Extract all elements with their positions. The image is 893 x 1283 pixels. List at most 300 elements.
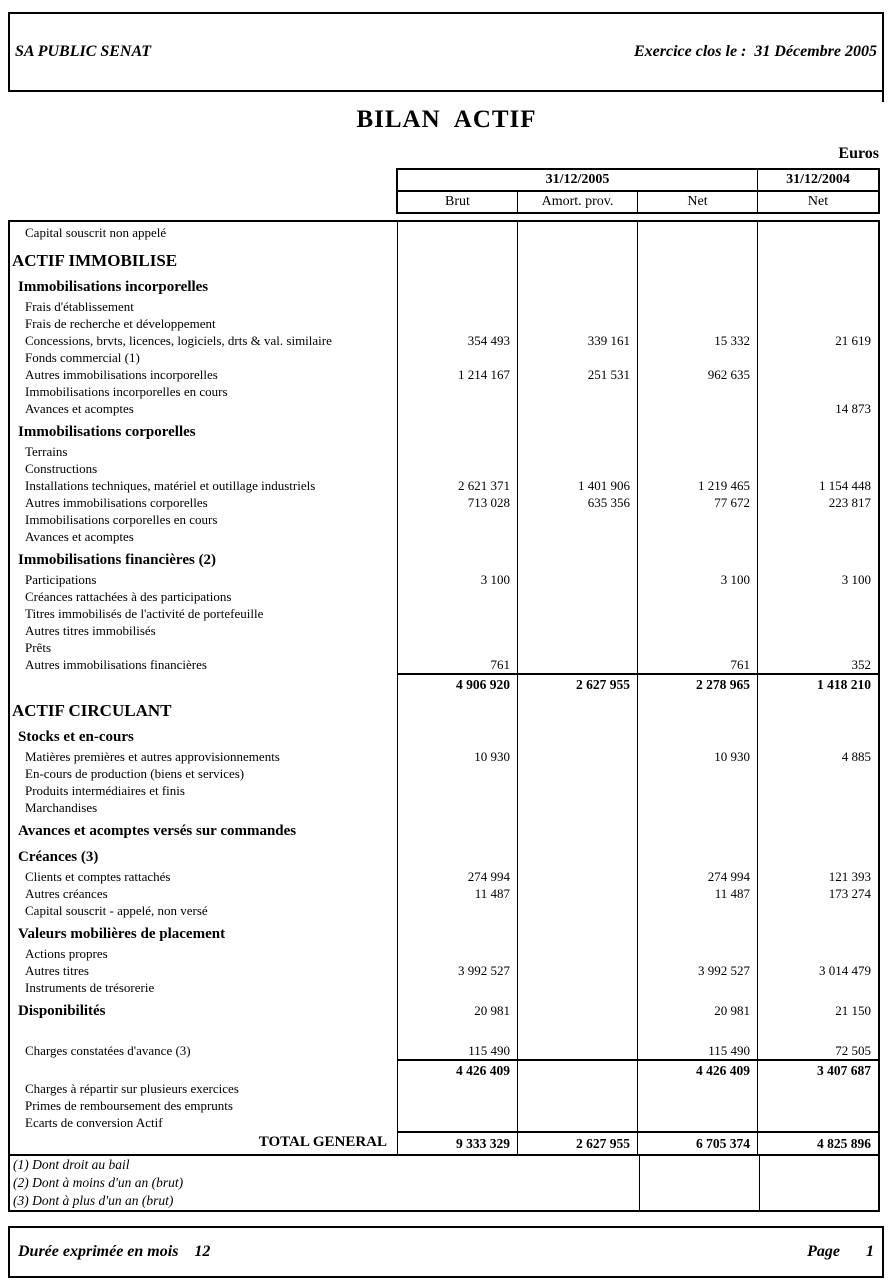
cell-brut: 11 487	[398, 885, 518, 902]
cell-net	[638, 244, 758, 272]
cell-brut	[398, 588, 518, 605]
row-label: ACTIF IMMOBILISE	[10, 244, 398, 272]
cell-net_prev	[758, 722, 878, 748]
row-label: Frais d'établissement	[10, 298, 398, 315]
cell-net_prev	[758, 298, 878, 315]
cell-net	[638, 400, 758, 417]
cell-net	[638, 1022, 758, 1042]
cell-net_prev	[758, 1097, 878, 1114]
cell-net_prev	[758, 528, 878, 545]
cell-net_prev	[758, 816, 878, 842]
table-row	[10, 400, 878, 417]
cell-net_prev	[758, 272, 878, 298]
cell-net	[638, 545, 758, 571]
table-row	[10, 222, 878, 244]
table-row	[10, 332, 878, 349]
table-row	[10, 979, 878, 996]
row-label: Prêts	[10, 639, 398, 656]
column-header-year-current: 31/12/2005	[398, 170, 758, 190]
table-row	[10, 511, 878, 528]
row-label: Constructions	[10, 460, 398, 477]
row-label: Frais de recherche et développement	[10, 315, 398, 332]
column-header-year-previous: 31/12/2004	[786, 172, 850, 187]
cell-net: 15 332	[638, 332, 758, 349]
table-row	[10, 1059, 878, 1080]
table-row	[10, 315, 878, 332]
cell-amort	[518, 799, 638, 816]
table-row	[10, 842, 878, 868]
cell-brut	[398, 979, 518, 996]
cell-net_prev: 1 154 448	[819, 477, 871, 493]
page-label: Page	[807, 1243, 840, 1260]
cell-net_prev	[758, 315, 878, 332]
cell-amort	[518, 1042, 638, 1059]
cell-brut: 713 028	[398, 494, 518, 511]
cell-amort	[518, 383, 638, 400]
cell-net	[638, 605, 758, 622]
cell-net	[638, 528, 758, 545]
table-row	[10, 919, 878, 945]
cell-brut: 274 994	[398, 868, 518, 885]
cell-net	[638, 979, 758, 996]
cell-brut	[398, 298, 518, 315]
cell-brut	[398, 272, 518, 298]
row-label	[10, 1059, 398, 1080]
row-label: Matières premières et autres approvisionnements	[10, 748, 398, 765]
row-label: Autres créances	[10, 885, 398, 902]
table-row	[10, 748, 878, 765]
footnote-row	[10, 1192, 878, 1210]
cell-net	[638, 315, 758, 332]
row-label: En-cours de production (biens et services)	[10, 765, 398, 782]
cell-amort	[518, 1097, 638, 1114]
cell-amort	[518, 748, 638, 765]
table-row	[10, 272, 878, 298]
cell-brut	[398, 383, 518, 400]
cell-brut	[398, 694, 518, 722]
cell-amort	[518, 349, 638, 366]
cell-net: 11 487	[638, 885, 758, 902]
table-row	[10, 528, 878, 545]
cell-brut	[398, 244, 518, 272]
column-headers	[396, 168, 880, 214]
cell-amort	[518, 996, 638, 1022]
table-row	[10, 816, 878, 842]
table-row	[10, 349, 878, 366]
cell-amort	[518, 222, 638, 244]
cell-net	[638, 272, 758, 298]
cell-net_prev: 3 407 687	[758, 1059, 878, 1080]
cell-brut	[398, 842, 518, 868]
cell-net	[638, 816, 758, 842]
table-row	[10, 366, 878, 383]
row-label: Immobilisations incorporelles	[10, 272, 398, 298]
footer-box	[8, 1226, 884, 1278]
table-row	[10, 460, 878, 477]
cell-brut	[398, 1097, 518, 1114]
cell-net_prev	[758, 979, 878, 996]
table-row	[10, 656, 878, 673]
cell-brut	[398, 782, 518, 799]
cell-net	[638, 799, 758, 816]
cell-net	[638, 417, 758, 443]
row-label: Disponibilités	[10, 996, 398, 1022]
cell-amort	[518, 1059, 638, 1080]
table-row	[10, 694, 878, 722]
cell-amort	[518, 902, 638, 919]
cell-brut: 3 992 527	[398, 962, 518, 979]
cell-net_prev	[758, 1022, 878, 1042]
row-label: Ecarts de conversion Actif	[10, 1114, 398, 1131]
table-row	[10, 885, 878, 902]
cell-brut	[398, 765, 518, 782]
cell-brut	[398, 722, 518, 748]
cell-brut: 3 100	[398, 571, 518, 588]
footnote-cell-net-prev	[760, 1174, 878, 1192]
row-label: Participations	[10, 571, 398, 588]
table-row	[10, 868, 878, 885]
cell-net_prev: 352	[851, 656, 871, 672]
row-label: Instruments de trésorerie	[10, 979, 398, 996]
footnote-row	[10, 1174, 878, 1192]
cell-net_prev	[758, 545, 878, 571]
cell-brut: 1 214 167	[398, 366, 518, 383]
row-label: Terrains	[10, 443, 398, 460]
cell-net_prev	[758, 902, 878, 919]
footnote-text: (3) Dont à plus d'un an (brut)	[10, 1192, 640, 1210]
cell-amort: 2 627 955	[518, 673, 638, 694]
cell-net_prev	[758, 605, 878, 622]
row-label: ACTIF CIRCULANT	[10, 694, 398, 722]
cell-net	[638, 1097, 758, 1114]
cell-amort	[518, 244, 638, 272]
column-header-amort-prov: Amort. prov.	[518, 192, 638, 212]
table-row	[10, 1114, 878, 1131]
row-label: Avances et acomptes	[10, 528, 398, 545]
cell-net: 3 100	[638, 571, 758, 588]
cell-brut: 10 930	[398, 748, 518, 765]
row-label: Autres titres immobilisés	[10, 622, 398, 639]
table-row	[10, 588, 878, 605]
cell-amort	[518, 962, 638, 979]
cell-net_prev: 4 825 896	[758, 1131, 878, 1154]
cell-net	[638, 782, 758, 799]
cell-amort	[518, 571, 638, 588]
cell-amort	[518, 639, 638, 656]
footer-duration	[18, 1243, 210, 1261]
cell-net	[638, 460, 758, 477]
table-row	[10, 996, 878, 1022]
cell-amort	[518, 622, 638, 639]
row-label: Marchandises	[10, 799, 398, 816]
table-row	[10, 722, 878, 748]
table-row	[10, 1097, 878, 1114]
cell-net	[638, 511, 758, 528]
cell-amort	[518, 945, 638, 962]
row-label: Créances rattachées à des participations	[10, 588, 398, 605]
row-label: Valeurs mobilières de placement	[10, 919, 398, 945]
cell-net: 4 426 409	[638, 1059, 758, 1080]
cell-net_prev: 121 393	[828, 868, 871, 884]
cell-net: 3 992 527	[638, 962, 758, 979]
row-label: Avances et acomptes versés sur commandes	[10, 816, 398, 842]
cell-net_prev	[758, 842, 878, 868]
cell-amort: 2 627 955	[518, 1131, 638, 1154]
cell-brut	[398, 417, 518, 443]
row-label: Charges à répartir sur plusieurs exercices	[10, 1080, 398, 1097]
cell-net	[638, 588, 758, 605]
row-label: Titres immobilisés de l'activité de portefeuille	[10, 605, 398, 622]
cell-amort	[518, 885, 638, 902]
cell-brut: 9 333 329	[398, 1131, 518, 1154]
cell-net_prev: 3 014 479	[819, 962, 871, 978]
exercise-close-date: Exercice clos le : 31 Décembre 2005	[633, 43, 877, 60]
cell-amort	[518, 1114, 638, 1131]
table-row	[10, 1042, 878, 1059]
cell-amort	[518, 443, 638, 460]
cell-net_prev	[758, 511, 878, 528]
table-row	[10, 443, 878, 460]
cell-amort	[518, 315, 638, 332]
cell-net	[638, 1114, 758, 1131]
company-name: SA PUBLIC SENAT	[15, 43, 152, 60]
cell-net_prev: 223 817	[828, 494, 871, 510]
cell-net_prev: 173 274	[828, 885, 871, 901]
cell-brut	[398, 605, 518, 622]
footnote-cell-net	[640, 1192, 760, 1210]
cell-brut	[398, 639, 518, 656]
row-label: Capital souscrit - appelé, non versé	[10, 902, 398, 919]
cell-brut	[398, 902, 518, 919]
cell-brut: 2 621 371	[398, 477, 518, 494]
cell-brut: 115 490	[398, 1042, 518, 1059]
table-row	[10, 902, 878, 919]
row-label: Immobilisations incorporelles en cours	[10, 383, 398, 400]
table-row	[10, 605, 878, 622]
cell-brut: 354 493	[398, 332, 518, 349]
table-row	[10, 622, 878, 639]
cell-net_prev: 4 885	[841, 748, 871, 764]
cell-brut	[398, 1114, 518, 1131]
cell-amort	[518, 868, 638, 885]
cell-net: 274 994	[638, 868, 758, 885]
table-row	[10, 782, 878, 799]
row-label: Avances et acomptes	[10, 400, 398, 417]
table-row	[10, 639, 878, 656]
cell-brut	[398, 315, 518, 332]
cell-amort	[518, 694, 638, 722]
cell-net_prev	[758, 765, 878, 782]
cell-brut	[398, 400, 518, 417]
cell-net: 115 490	[638, 1042, 758, 1059]
cell-amort	[518, 460, 638, 477]
cell-net_prev	[758, 349, 878, 366]
row-label: Immobilisations corporelles en cours	[10, 511, 398, 528]
cell-net_prev: 21 150	[835, 1003, 871, 1018]
cell-net_prev: 1 418 210	[758, 673, 878, 694]
table-row	[10, 383, 878, 400]
cell-net_prev	[758, 244, 878, 272]
table-row	[10, 1131, 878, 1154]
cell-brut	[398, 1022, 518, 1042]
cell-brut: 20 981	[398, 996, 518, 1022]
footnote-text: (1) Dont droit au bail	[10, 1156, 640, 1174]
table-row	[10, 244, 878, 272]
cell-net	[638, 919, 758, 945]
cell-net: 962 635	[638, 366, 758, 383]
cell-brut	[398, 622, 518, 639]
cell-net	[638, 945, 758, 962]
footnote-cell-net-prev	[760, 1192, 878, 1210]
cell-net_prev	[758, 639, 878, 656]
table-row	[10, 945, 878, 962]
row-label: Stocks et en-cours	[10, 722, 398, 748]
cell-amort	[518, 656, 638, 673]
cell-net_prev	[758, 945, 878, 962]
footer-page	[807, 1243, 874, 1261]
cell-net_prev	[758, 366, 878, 383]
cell-net	[638, 383, 758, 400]
cell-net_prev: 72 505	[835, 1042, 871, 1058]
cell-amort	[518, 1080, 638, 1097]
cell-net: 77 672	[638, 494, 758, 511]
column-header-labels-row	[398, 192, 878, 212]
cell-amort	[518, 919, 638, 945]
cell-brut	[398, 545, 518, 571]
duration-label: Durée exprimée en mois	[18, 1243, 179, 1260]
column-header-net-previous: Net	[807, 194, 829, 209]
cell-amort	[518, 400, 638, 417]
cell-brut	[398, 1080, 518, 1097]
footnote-text: (2) Dont à moins d'un an (brut)	[10, 1174, 640, 1192]
cell-brut	[398, 816, 518, 842]
footnote-cell-net	[640, 1156, 760, 1174]
footnote-cell-net-prev	[760, 1156, 878, 1174]
row-label: Immobilisations financières (2)	[10, 545, 398, 571]
header-corner-tick	[882, 90, 884, 102]
cell-net_prev	[758, 782, 878, 799]
cell-net: 761	[638, 656, 758, 673]
cell-net_prev	[758, 1080, 878, 1097]
header-box	[8, 12, 884, 92]
cell-amort	[518, 765, 638, 782]
cell-brut	[398, 799, 518, 816]
cell-net_prev: 21 619	[835, 332, 871, 348]
cell-net_prev: 14 873	[835, 400, 871, 416]
cell-net_prev	[758, 417, 878, 443]
row-label: Autres immobilisations corporelles	[10, 494, 398, 511]
cell-net_prev	[758, 383, 878, 400]
cell-amort	[518, 605, 638, 622]
cell-net_prev	[758, 588, 878, 605]
row-label: Fonds commercial (1)	[10, 349, 398, 366]
table-row	[10, 477, 878, 494]
table-row	[10, 417, 878, 443]
cell-brut	[398, 528, 518, 545]
cell-amort	[518, 722, 638, 748]
row-label: Actions propres	[10, 945, 398, 962]
cell-amort	[518, 816, 638, 842]
cell-net: 2 278 965	[638, 673, 758, 694]
duration-value: 12	[194, 1243, 211, 1260]
page-title: BILAN ACTIF	[356, 106, 537, 133]
cell-amort: 635 356	[518, 494, 638, 511]
cell-net	[638, 349, 758, 366]
cell-net_prev	[758, 694, 878, 722]
cell-net	[638, 298, 758, 315]
cell-net_prev	[758, 799, 878, 816]
cell-brut	[398, 349, 518, 366]
table-row	[10, 799, 878, 816]
cell-net	[638, 722, 758, 748]
cell-net	[638, 222, 758, 244]
currency-label: Euros	[838, 145, 879, 162]
table-row	[10, 673, 878, 694]
cell-net_prev	[758, 443, 878, 460]
cell-net: 6 705 374	[638, 1131, 758, 1154]
cell-net	[638, 443, 758, 460]
table-row	[10, 1080, 878, 1097]
balance-table-body	[8, 220, 880, 1154]
cell-amort: 1 401 906	[518, 477, 638, 494]
cell-amort	[518, 298, 638, 315]
cell-amort	[518, 842, 638, 868]
table-row	[10, 1022, 878, 1042]
cell-net_prev	[758, 622, 878, 639]
cell-amort: 339 161	[518, 332, 638, 349]
cell-amort	[518, 1022, 638, 1042]
cell-amort	[518, 528, 638, 545]
row-label: Charges constatées d'avance (3)	[10, 1042, 398, 1059]
row-label: Installations techniques, matériel et outillage industriels	[10, 477, 398, 494]
cell-brut: 4 426 409	[398, 1059, 518, 1080]
row-label: Créances (3)	[10, 842, 398, 868]
cell-brut	[398, 511, 518, 528]
cell-net_prev: 3 100	[841, 571, 871, 587]
cell-amort	[518, 782, 638, 799]
cell-net: 20 981	[638, 996, 758, 1022]
row-label: Autres immobilisations financières	[10, 656, 398, 673]
cell-net	[638, 902, 758, 919]
row-label: Primes de remboursement des emprunts	[10, 1097, 398, 1114]
cell-amort: 251 531	[518, 366, 638, 383]
cell-net_prev	[758, 919, 878, 945]
row-label	[10, 1022, 398, 1042]
cell-net	[638, 842, 758, 868]
table-row	[10, 494, 878, 511]
row-label: Immobilisations corporelles	[10, 417, 398, 443]
column-header-brut: Brut	[398, 192, 518, 212]
page-number: 1	[866, 1243, 874, 1260]
table-row	[10, 962, 878, 979]
footnotes-box	[8, 1154, 880, 1212]
row-label: TOTAL GENERAL	[10, 1131, 398, 1154]
cell-amort	[518, 511, 638, 528]
cell-brut	[398, 919, 518, 945]
cell-net_prev	[758, 222, 878, 244]
row-label: Produits intermédiaires et finis	[10, 782, 398, 799]
cell-net: 10 930	[638, 748, 758, 765]
row-label: Concessions, brvts, licences, logiciels, drts & val. similaire	[10, 332, 398, 349]
cell-amort	[518, 545, 638, 571]
cell-net: 1 219 465	[638, 477, 758, 494]
cell-net_prev	[758, 1114, 878, 1131]
cell-amort	[518, 588, 638, 605]
cell-net	[638, 1080, 758, 1097]
footnote-cell-net	[640, 1174, 760, 1192]
cell-amort	[518, 417, 638, 443]
cell-brut: 761	[398, 656, 518, 673]
